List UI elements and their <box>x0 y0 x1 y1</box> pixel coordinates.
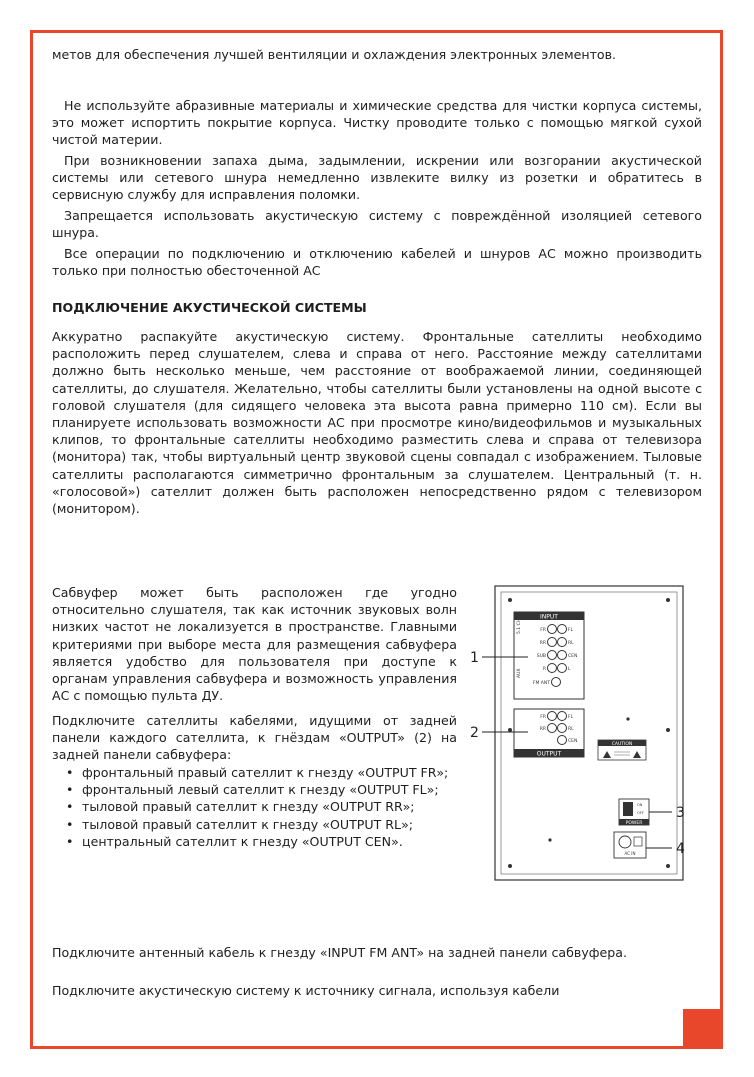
caution-label: CAUTION <box>611 742 633 747</box>
list-item: • центральный сателлит к гнезду «OUTPUT CEN». <box>52 833 472 850</box>
paragraph-antenna: Подключите антенный кабель к гнезду «INPUT FM ANT» на задней панели сабвуфера. <box>52 945 628 960</box>
rocker-switch-icon <box>623 802 633 816</box>
output-label-rr: RR <box>539 727 546 732</box>
paragraph-ventilation: метов для обеспечения лучшей вентиляции и охлаждения электронных элементов. <box>52 47 617 62</box>
callout-2: 2 <box>470 725 479 741</box>
paragraph-cleaning: Не используйте абразивные материалы и химические средства для чистки корпуса системы, это может испортить покрытие корпуса. Чистку проводите только с помощью мягкой сухой чистой материи. <box>52 98 702 148</box>
input-label: INPUT <box>540 613 558 621</box>
switch-off-label: OFF <box>637 811 644 815</box>
output-label-fl: FL <box>568 715 574 720</box>
output-block <box>514 709 584 758</box>
output-label-cen: CEN <box>568 739 578 744</box>
output-label-rl: RL <box>568 727 574 732</box>
caution-sticker <box>598 740 646 760</box>
input-label-fm-ant: FM ANT <box>532 681 550 686</box>
callout-3: 3 <box>676 805 685 821</box>
paragraph-insulation: Запрещается использовать акустическую систему с повреждённой изоляцией сетевого шнура. <box>52 208 702 241</box>
ac-label: AC IN <box>624 851 636 856</box>
input-label-rr: RR <box>539 641 546 646</box>
input-label-l: L <box>568 667 571 672</box>
list-item: • фронтальный правый сателлит к гнезду «OUTPUT FR»; <box>52 764 472 781</box>
list-item: • тыловой правый сателлит к гнезду «OUTPUT RL»; <box>52 816 472 833</box>
paragraph-power-off: Все операции по подключению и отключению кабелей и шнуров АС можно производить только при полностью обесточенной АС <box>52 246 702 279</box>
section-heading: ПОДКЛЮЧЕНИЕ АКУСТИЧЕСКОЙ СИСТЕМЫ <box>52 300 367 315</box>
channel-side-label: 5.1 CH <box>517 618 522 634</box>
input-label-fr: FR <box>540 628 546 633</box>
callout-4: 4 <box>676 841 685 857</box>
input-label-rl: RL <box>568 641 574 646</box>
paragraph-placement: Аккуратно распакуйте акустическую систему. Фронтальные сателлиты необходимо расположить перед слушателем, слева и справа от него. Расстояние между сателлитами должно быть несколько меньше, чем расстояние от воображаемой линии, соединяющей сателлиты, до слушателя. Желательно, чтобы сателлиты были установлены на одной высоте с головой слушателя (для сидящего человека эта высота равна примерно 110 см). Если вы планируете использовать возможности АС при просмотре кино/видеофильмов и музыкальных клипов, то фронтальные сателлиты необходимо разместить слева и справа от телевизора (монитора) так, чтобы виртуальный центр звуковой сцены совпадал с изображением. Тыловые сателлиты располагаются симметрично фронтальным за слушателем. Центральный (т. н. «голосовой») сателлит должен быть расположен непосредственно рядом с телевизором (монитором). <box>52 329 702 517</box>
paragraph-subwoofer: Сабвуфер может быть расположен где угодно относительно слушателя, так как источник звуковых волн низких частот не локализуется в пространстве. Главными критериями при выборе места для размещения сабвуфера является удобство для пользователя при доступе к органам управления сабвуфера и возможность управления АС с помощью пульта ДУ. <box>52 585 457 704</box>
output-label: OUTPUT <box>536 750 562 758</box>
page-corner-tab <box>683 1009 723 1049</box>
subwoofer-rear-panel-figure <box>470 572 700 882</box>
output-label-fr: FR <box>540 715 546 720</box>
ac-socket <box>614 832 646 858</box>
input-label-cen: CEN <box>568 654 578 659</box>
input-label-fl: FL <box>568 628 574 633</box>
switch-on-label: ON <box>637 803 643 807</box>
ac-socket-icon <box>619 836 631 848</box>
input-label-r: R <box>542 667 546 672</box>
paragraph-connect: Подключите сателлиты кабелями, идущими от задней панели каждого сателлита, к гнёздам «OUTPUT» (2) на задней панели сабвуфера: <box>52 713 457 763</box>
callout-1: 1 <box>470 650 479 666</box>
paragraph-smoke: При возникновении запаха дыма, задымлении, искрении или возгорании акустической системы или сетевого шнура немедленно извлеките вилку из розетки и обратитесь в сервисную службу для исправления поломки. <box>52 153 702 203</box>
list-item: • фронтальный левый сателлит к гнезду «OUTPUT FL»; <box>52 781 472 798</box>
aux-side-label: AUX <box>517 668 522 678</box>
bullet-list <box>52 764 472 850</box>
input-block <box>514 612 584 699</box>
list-item: • тыловой правый сателлит к гнезду «OUTPUT RR»; <box>52 798 472 815</box>
power-switch <box>619 799 649 826</box>
power-label: POWER <box>625 821 643 826</box>
paragraph-signal: Подключите акустическую систему к источнику сигнала, используя кабели <box>52 983 560 998</box>
input-label-sub: SUB <box>536 654 546 659</box>
